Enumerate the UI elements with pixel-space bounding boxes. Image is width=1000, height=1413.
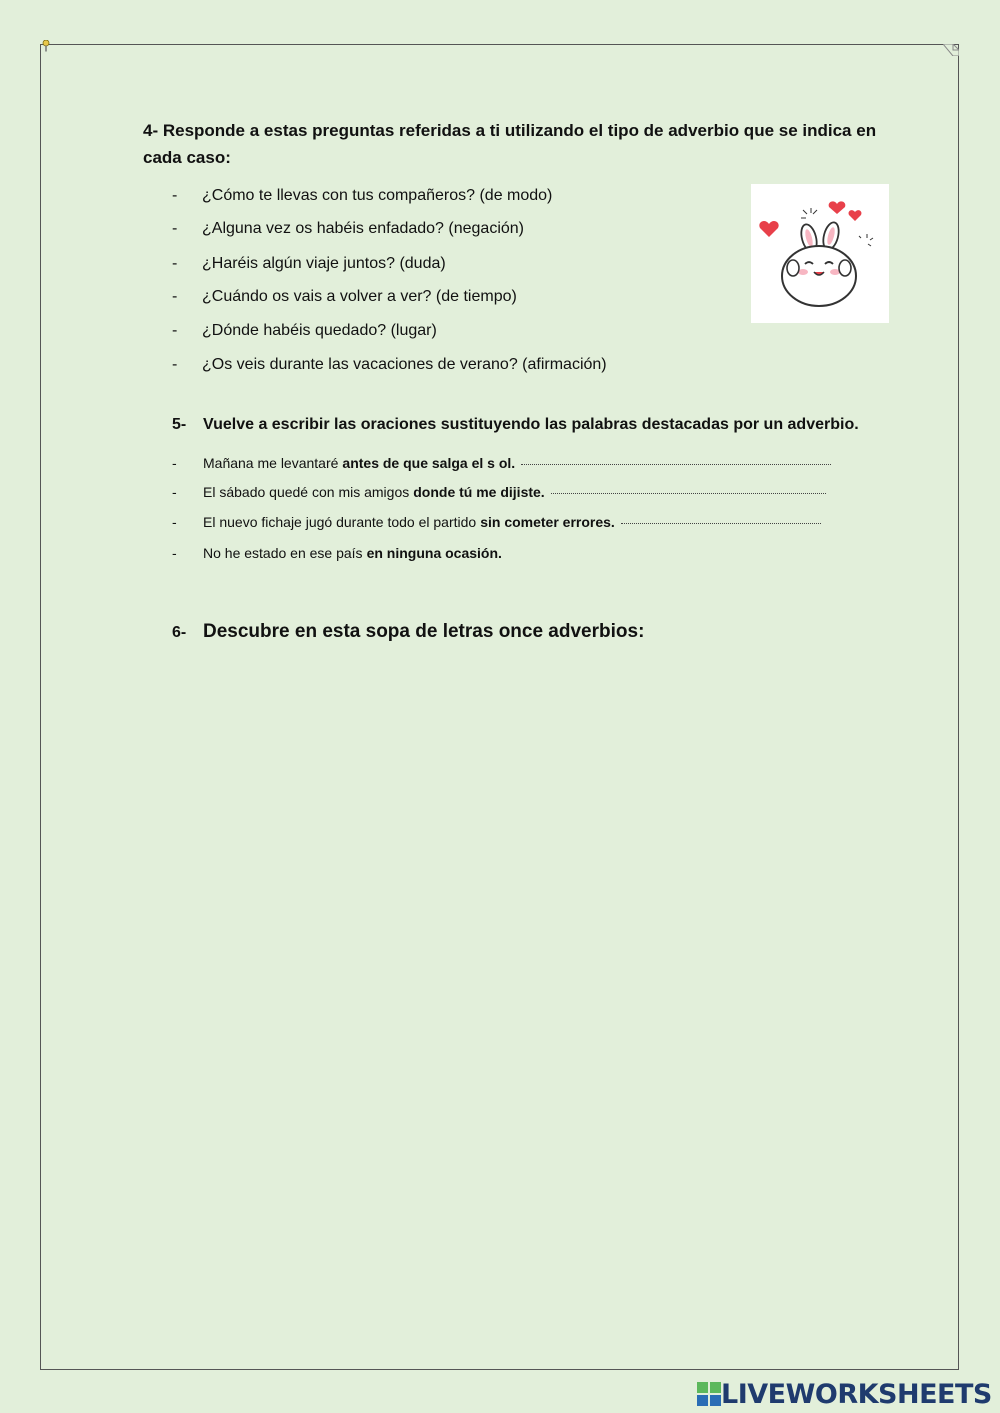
bunny-hearts-icon [751, 184, 889, 323]
list-dash: - [172, 322, 178, 339]
answer-line [621, 522, 821, 524]
sentence-text: El sábado quedé con mis amigos [203, 484, 410, 500]
answer-line [521, 463, 831, 465]
sentence-row [203, 484, 826, 500]
exercise-5-title [172, 411, 859, 438]
exercise-5-title-text: Vuelve a escribir las oraciones sustituyendo las palabras destacadas por un adverbio. [203, 416, 859, 433]
exercise-4-title-line-2: cada caso: [143, 148, 231, 167]
highlighted-phrase: en ninguna ocasión. [366, 545, 502, 561]
exercise-6-title-text: Descubre en esta sopa de letras once adverbios: [203, 621, 645, 642]
list-dash: - [172, 255, 178, 272]
logo-text: LIVEWORKSHEETS [721, 1378, 992, 1410]
list-dash: - [172, 356, 178, 373]
exercise-6-title [172, 618, 645, 646]
question-text: ¿Os veis durante las vacaciones de verano? (afirmación) [202, 356, 607, 373]
exercise-4-title-line-1: 4- Responde a estas preguntas referidas a ti utilizando el tipo de adverbio que se indica en [143, 121, 877, 140]
page-corner-fold-icon [943, 44, 959, 56]
question-text: ¿Alguna vez os habéis enfadado? (negación) [202, 220, 524, 237]
exercise-5-number: 5- [172, 416, 187, 433]
sentence-row [203, 514, 821, 530]
exercise-4-title [143, 117, 876, 171]
sentence-row [203, 455, 831, 471]
highlighted-phrase: donde tú me dijiste. [413, 484, 545, 500]
question-text: ¿Dónde habéis quedado? (lugar) [202, 322, 437, 339]
sentence-text: El nuevo fichaje jugó durante todo el partido [203, 514, 477, 530]
question-text: ¿Cómo te llevas con tus compañeros? (de modo) [202, 187, 553, 204]
list-dash: - [172, 484, 177, 500]
liveworksheets-logo-icon [697, 1382, 721, 1406]
answer-line [551, 492, 826, 494]
highlighted-phrase: antes de que salga el s ol. [342, 455, 516, 471]
list-dash: - [172, 288, 178, 305]
list-dash: - [172, 514, 177, 530]
pin-icon [42, 40, 50, 52]
list-dash: - [172, 455, 177, 471]
sentence-row [203, 545, 502, 561]
liveworksheets-logo [697, 1379, 992, 1409]
sentence-text: No he estado en ese país [203, 545, 363, 561]
list-dash: - [172, 545, 177, 561]
list-dash: - [172, 220, 178, 237]
list-dash: - [172, 187, 178, 204]
bunny-illustration [751, 184, 889, 323]
sentence-text: Mañana me levantaré [203, 455, 339, 471]
exercise-6-number: 6- [172, 624, 187, 641]
question-text: ¿Cuándo os vais a volver a ver? (de tiempo) [202, 288, 517, 305]
question-text: ¿Haréis algún viaje juntos? (duda) [202, 255, 446, 272]
highlighted-phrase: sin cometer errores. [480, 514, 615, 530]
